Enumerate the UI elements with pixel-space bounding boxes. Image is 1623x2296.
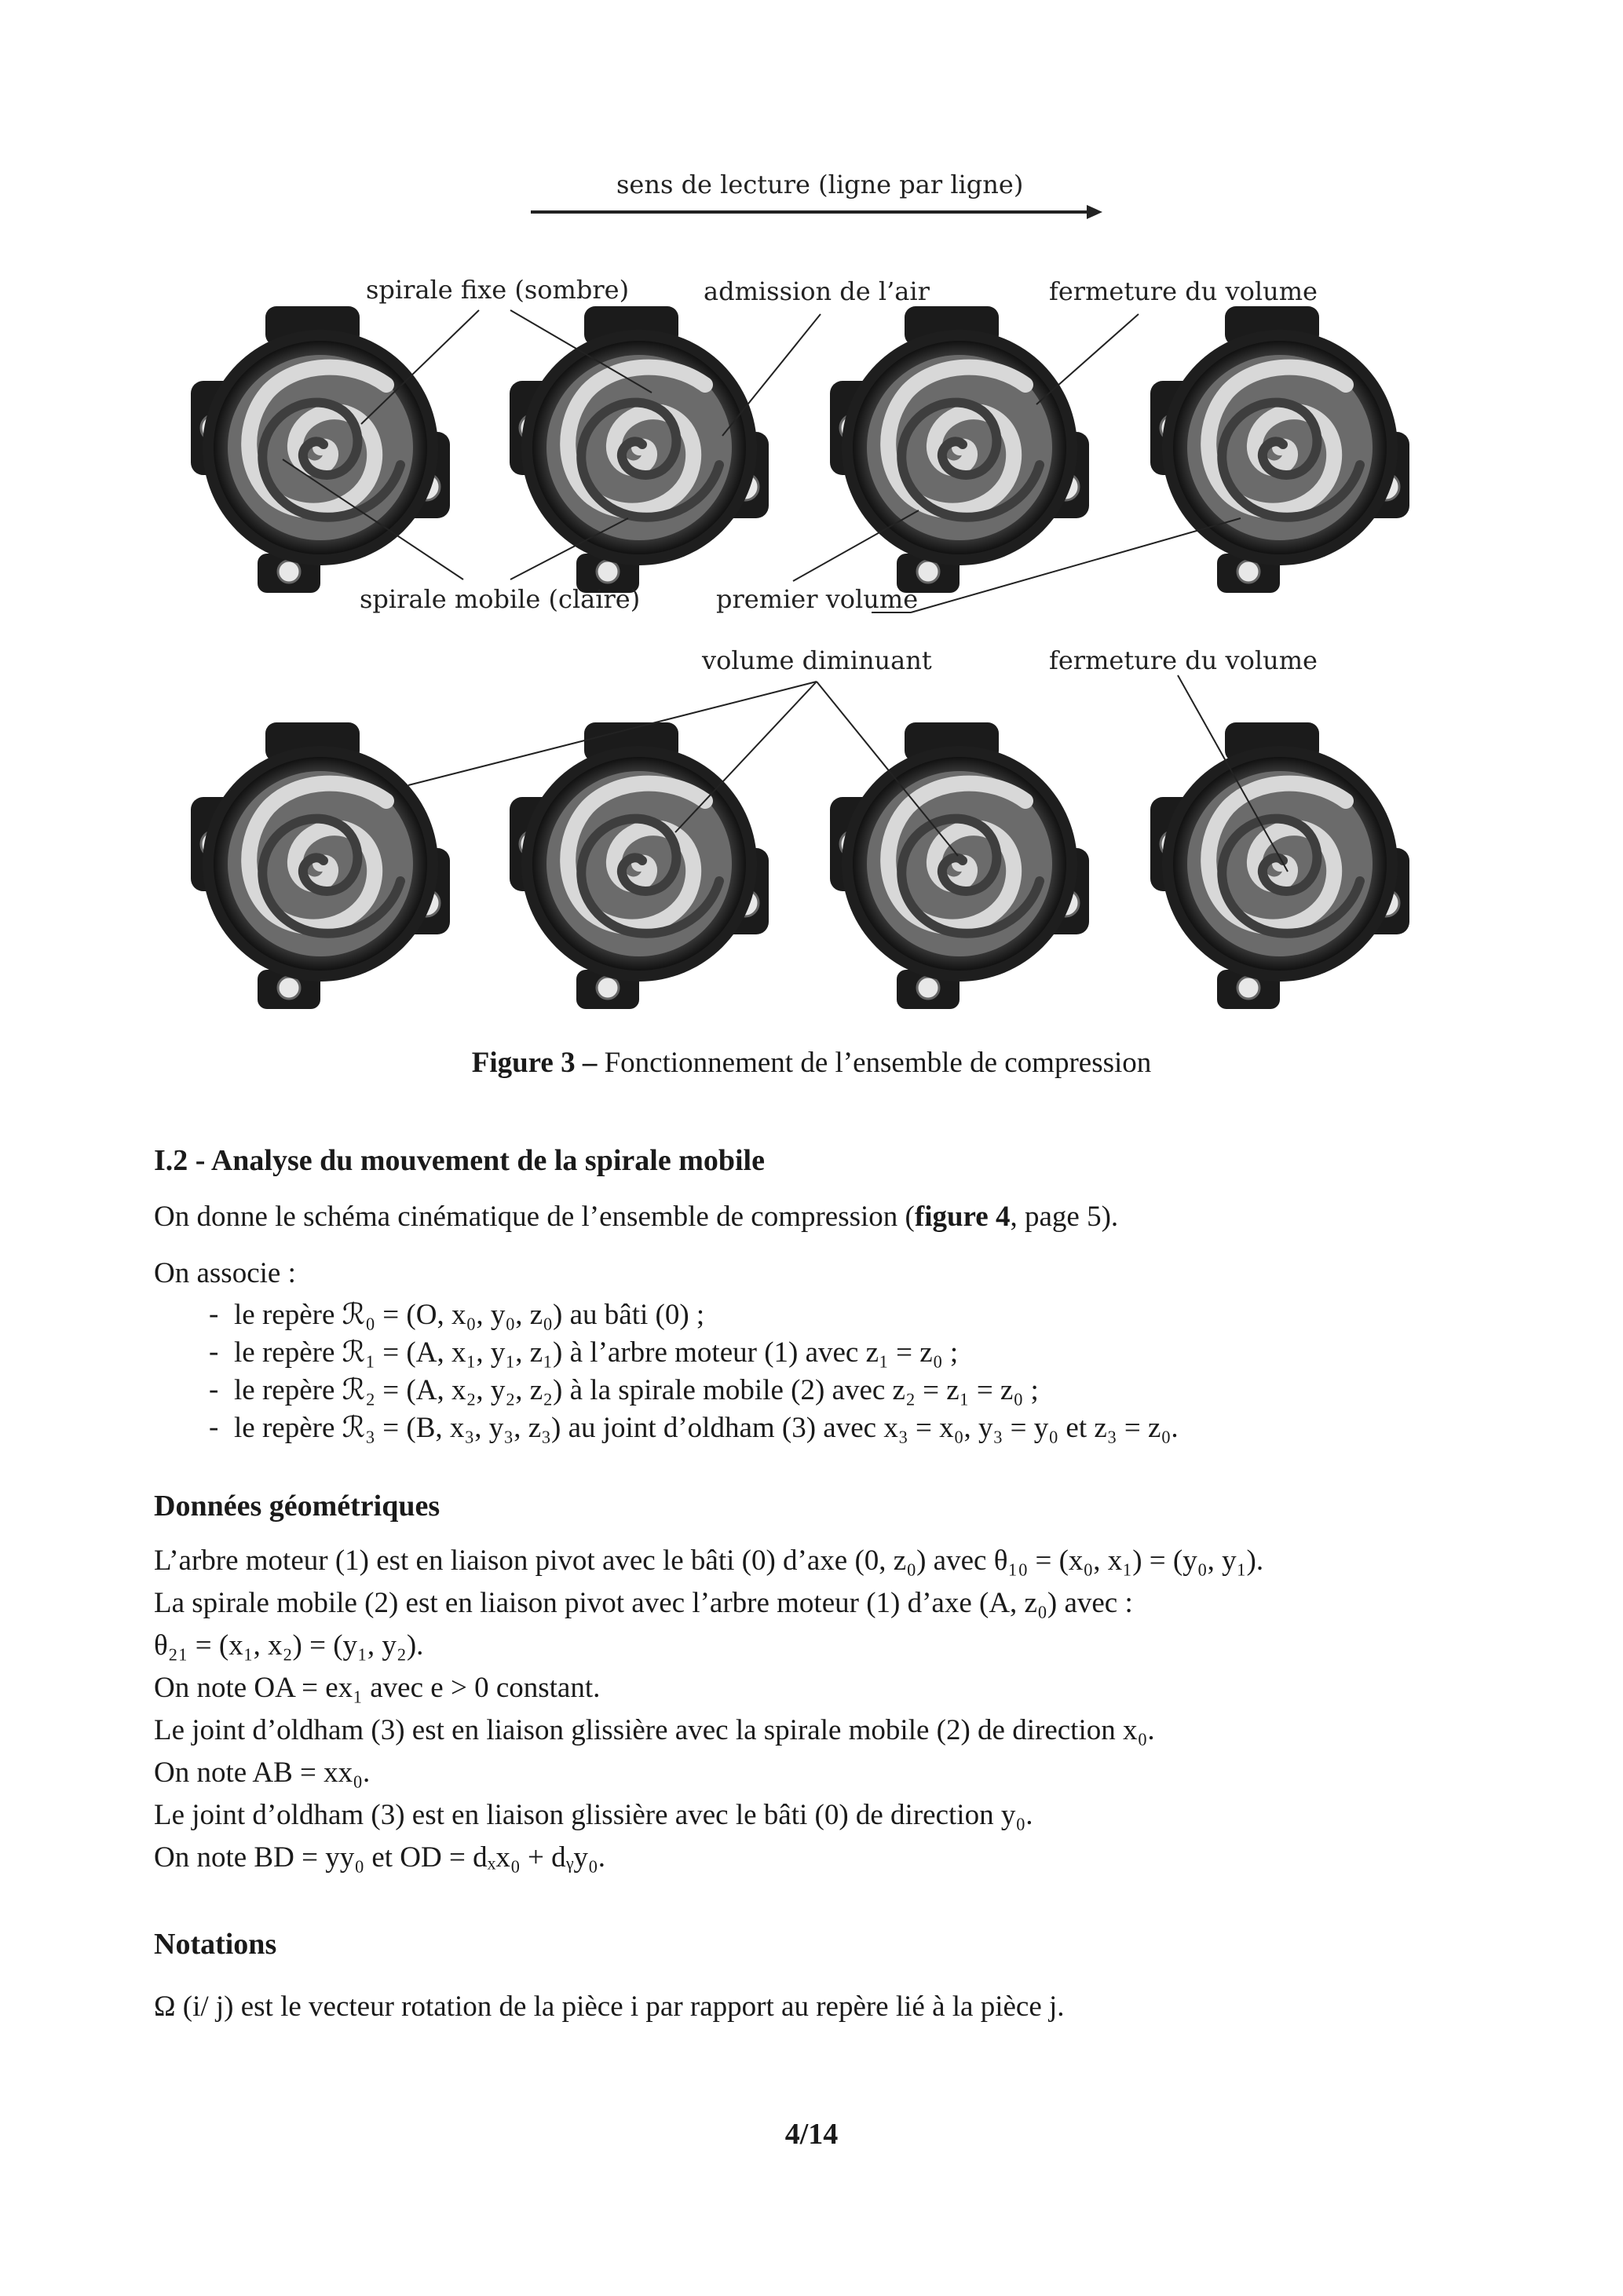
notations-text: Ω (i/ j) est le vecteur rotation de la pièce i par rapport au repère lié à la pièce j. bbox=[154, 1991, 1065, 2023]
list-dash: - bbox=[209, 1411, 219, 1443]
reading-direction-label: sens de lecture (ligne par ligne) bbox=[616, 170, 1024, 199]
list-item: le repère ℛ₁ = (A, x₁, y₁, z₁) à l’arbre moteur (1) avec z₁ = z₀ ; bbox=[234, 1336, 959, 1369]
geometry-line: On note AB = xx₀. bbox=[154, 1757, 371, 1789]
intro-figure-ref: figure 4 bbox=[914, 1201, 1011, 1233]
geometry-line: θ₂₁ = (x₁, x₂) = (y₁, y₂). bbox=[154, 1629, 424, 1662]
intro-text: On donne le schéma cinématique de l’ensemble de compression ( bbox=[154, 1201, 915, 1233]
geometry-title: Données géométriques bbox=[154, 1490, 440, 1523]
list-item: le repère ℛ₃ = (B, x₃, y₃, z₃) au joint d’oldham (3) avec x₃ = x₀, y₃ = y₀ et z₃ = z₀. bbox=[234, 1412, 1179, 1444]
mobile-spiral-label: spirale mobile (claire) bbox=[360, 584, 641, 614]
page-number: 4/14 bbox=[784, 2118, 839, 2151]
decreasing-volume-label: volume diminuant bbox=[702, 645, 932, 675]
geometry-line: Le joint d’oldham (3) est en liaison glissière avec le bâti (0) de direction y₀. bbox=[154, 1799, 1033, 1831]
geometry-line: La spirale mobile (2) est en liaison pivot avec l’arbre moteur (1) d’axe (A, z₀) avec : bbox=[154, 1587, 1133, 1619]
first-volume-label: premier volume bbox=[716, 584, 919, 614]
air-intake-label: admission de l’air bbox=[704, 276, 930, 306]
list-dash: - bbox=[209, 1298, 219, 1330]
intro-end: , page 5). bbox=[1010, 1201, 1119, 1233]
volume-closing-label-bottom: fermeture du volume bbox=[1049, 645, 1318, 675]
geometry-line: On note OA = ex₁ avec e > 0 constant. bbox=[154, 1672, 601, 1704]
list-dash: - bbox=[209, 1373, 219, 1406]
compression-figure bbox=[0, 0, 1623, 1021]
notations-title: Notations bbox=[154, 1928, 277, 1961]
geometry-line: L’arbre moteur (1) est en liaison pivot avec le bâti (0) d’axe (0, z₀) avec θ₁₀ = (x₀, x₁) = (y₀, y₁). bbox=[154, 1545, 1264, 1577]
figure-caption-text: Fonctionnement de l’ensemble de compression bbox=[604, 1047, 1152, 1079]
fixed-spiral-label: spirale fixe (sombre) bbox=[366, 275, 630, 305]
intro-paragraph bbox=[154, 1200, 1118, 1234]
figure-caption-label: Figure 3 – bbox=[471, 1047, 598, 1079]
figure-caption bbox=[0, 1046, 1623, 1080]
associate-text: On associe : bbox=[154, 1257, 296, 1289]
volume-closing-label-top: fermeture du volume bbox=[1049, 276, 1318, 306]
geometry-line: On note BD = yy₀ et OD = dₓx₀ + dᵧy₀. bbox=[154, 1841, 606, 1874]
list-dash: - bbox=[209, 1336, 219, 1368]
list-item: le repère ℛ₀ = (O, x₀, y₀, z₀) au bâti (0) ; bbox=[234, 1299, 705, 1331]
section-title: I.2 - Analyse du mouvement de la spirale mobile bbox=[154, 1144, 765, 1177]
list-item: le repère ℛ₂ = (A, x₂, y₂, z₂) à la spirale mobile (2) avec z₂ = z₁ = z₀ ; bbox=[234, 1374, 1039, 1406]
geometry-line: Le joint d’oldham (3) est en liaison glissière avec la spirale mobile (2) de direction x₀. bbox=[154, 1714, 1155, 1746]
